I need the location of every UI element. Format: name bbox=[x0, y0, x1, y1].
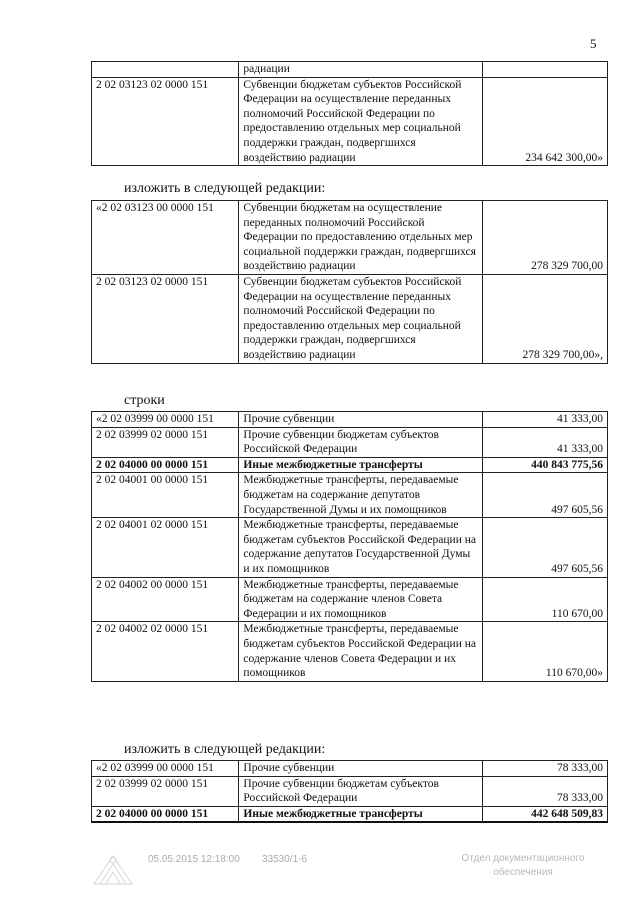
table-rows-old bbox=[91, 411, 608, 682]
amount-cell: 442 648 509,83 bbox=[482, 806, 607, 822]
name-cell: Межбюджетные трансферты, передаваемые бюджетам субъектов Российской Федерации на содержание депутатов Государственной Думы и их помощников bbox=[239, 518, 482, 577]
amount-cell: 497 605,56 bbox=[482, 518, 607, 577]
name-cell: Прочие субвенции бюджетам субъектов Российской Федерации bbox=[239, 427, 482, 457]
code-cell: 2 02 04002 00 0000 151 bbox=[92, 577, 239, 622]
table-row bbox=[92, 412, 608, 428]
table-row bbox=[92, 577, 608, 622]
table-row bbox=[92, 761, 608, 777]
name-cell: Иные межбюджетные трансферты bbox=[239, 457, 482, 473]
code-cell: 2 02 04001 00 0000 151 bbox=[92, 473, 239, 518]
code-cell: 2 02 04001 02 0000 151 bbox=[92, 518, 239, 577]
code-cell: 2 02 04002 02 0000 151 bbox=[92, 622, 239, 681]
table-new-edition-2-body bbox=[92, 761, 608, 823]
footer-stamp bbox=[448, 852, 598, 880]
footer-stamp-line-1: Отдел документационного bbox=[461, 853, 585, 864]
amount-cell: 41 333,00 bbox=[482, 412, 607, 428]
amount-cell: 234 642 300,00» bbox=[482, 77, 607, 166]
table-new-edition-2 bbox=[91, 760, 608, 823]
table-row bbox=[92, 518, 608, 577]
name-cell: Межбюджетные трансферты, передаваемые бюджетам на содержание депутатов Государственной Думы и их помощников bbox=[239, 473, 482, 518]
amount-cell: 110 670,00» bbox=[482, 622, 607, 681]
code-cell: 2 02 03999 02 0000 151 bbox=[92, 776, 239, 806]
table-row bbox=[92, 806, 608, 822]
table-row bbox=[92, 457, 608, 473]
amount-cell: 41 333,00 bbox=[482, 427, 607, 457]
document-seal-icon bbox=[90, 850, 136, 888]
name-cell: Межбюджетные трансферты, передаваемые бюджетам на содержание членов Совета Федерации и их помощников bbox=[239, 577, 482, 622]
table-rows-old-body bbox=[92, 412, 608, 682]
table-row bbox=[92, 473, 608, 518]
table-row bbox=[92, 274, 608, 363]
code-cell: 2 02 04000 00 0000 151 bbox=[92, 806, 239, 822]
heading-new-edition-1: изложить в следующей редакции: bbox=[124, 181, 326, 196]
code-cell: «2 02 03999 00 0000 151 bbox=[92, 761, 239, 777]
name-cell: Прочие субвенции bbox=[239, 412, 482, 428]
amount-cell: 278 329 700,00 bbox=[482, 201, 607, 275]
name-cell: Иные межбюджетные трансферты bbox=[239, 806, 482, 822]
name-cell: Прочие субвенции bbox=[239, 761, 482, 777]
table-new-edition-1 bbox=[91, 200, 608, 364]
heading-rows: строки bbox=[124, 393, 165, 408]
amount-cell: 440 843 775,56 bbox=[482, 457, 607, 473]
amount-cell: 278 329 700,00», bbox=[482, 274, 607, 363]
footer-stamp-line-2: обеспечения bbox=[493, 867, 553, 878]
code-cell: 2 02 03123 02 0000 151 bbox=[92, 274, 239, 363]
code-cell: 2 02 04000 00 0000 151 bbox=[92, 457, 239, 473]
table-row bbox=[92, 62, 608, 78]
code-cell: 2 02 03123 02 0000 151 bbox=[92, 77, 239, 166]
name-cell: радиации bbox=[239, 62, 482, 78]
table-prior-body bbox=[92, 62, 608, 166]
amount-cell: 78 333,00 bbox=[482, 776, 607, 806]
heading-new-edition-2: изложить в следующей редакции: bbox=[124, 742, 326, 757]
code-cell: «2 02 03999 00 0000 151 bbox=[92, 412, 239, 428]
table-new-edition-1-body bbox=[92, 201, 608, 364]
code-cell: «2 02 03123 00 0000 151 bbox=[92, 201, 239, 275]
amount-cell bbox=[482, 62, 607, 78]
table-row bbox=[92, 77, 608, 166]
amount-cell: 110 670,00 bbox=[482, 577, 607, 622]
name-cell: Прочие субвенции бюджетам субъектов Российской Федерации bbox=[239, 776, 482, 806]
footer-doc-id: 33530/1-6 bbox=[262, 854, 308, 865]
table-row bbox=[92, 622, 608, 681]
name-cell: Субвенции бюджетам субъектов Российской Федерации на осуществление переданных полномочий Российской Федерации по предоставлению отдельных мер социальной поддержки граждан, подвергшихся воздействию радиации bbox=[239, 77, 482, 166]
footer-timestamp: 05.05.2015 12:18:00 bbox=[148, 854, 240, 865]
code-cell bbox=[92, 62, 239, 78]
table-prior-rows bbox=[91, 61, 608, 166]
name-cell: Межбюджетные трансферты, передаваемые бюджетам субъектов Российской Федерации на содержание членов Совета Федерации и их помощников bbox=[239, 622, 482, 681]
name-cell: Субвенции бюджетам на осуществление переданных полномочий Российской Федерации по предоставлению отдельных мер социальной поддержки граждан, подвергшихся воздействию радиации bbox=[239, 201, 482, 275]
code-cell: 2 02 03999 02 0000 151 bbox=[92, 427, 239, 457]
table-row bbox=[92, 776, 608, 806]
page-number: 5 bbox=[590, 36, 597, 51]
amount-cell: 497 605,56 bbox=[482, 473, 607, 518]
name-cell: Субвенции бюджетам субъектов Российской Федерации на осуществление переданных полномочий Российской Федерации по предоставлению отдельных мер социальной поддержки граждан, подвергшихся воздействию радиации bbox=[239, 274, 482, 363]
amount-cell: 78 333,00 bbox=[482, 761, 607, 777]
table-row bbox=[92, 201, 608, 275]
table-row bbox=[92, 427, 608, 457]
